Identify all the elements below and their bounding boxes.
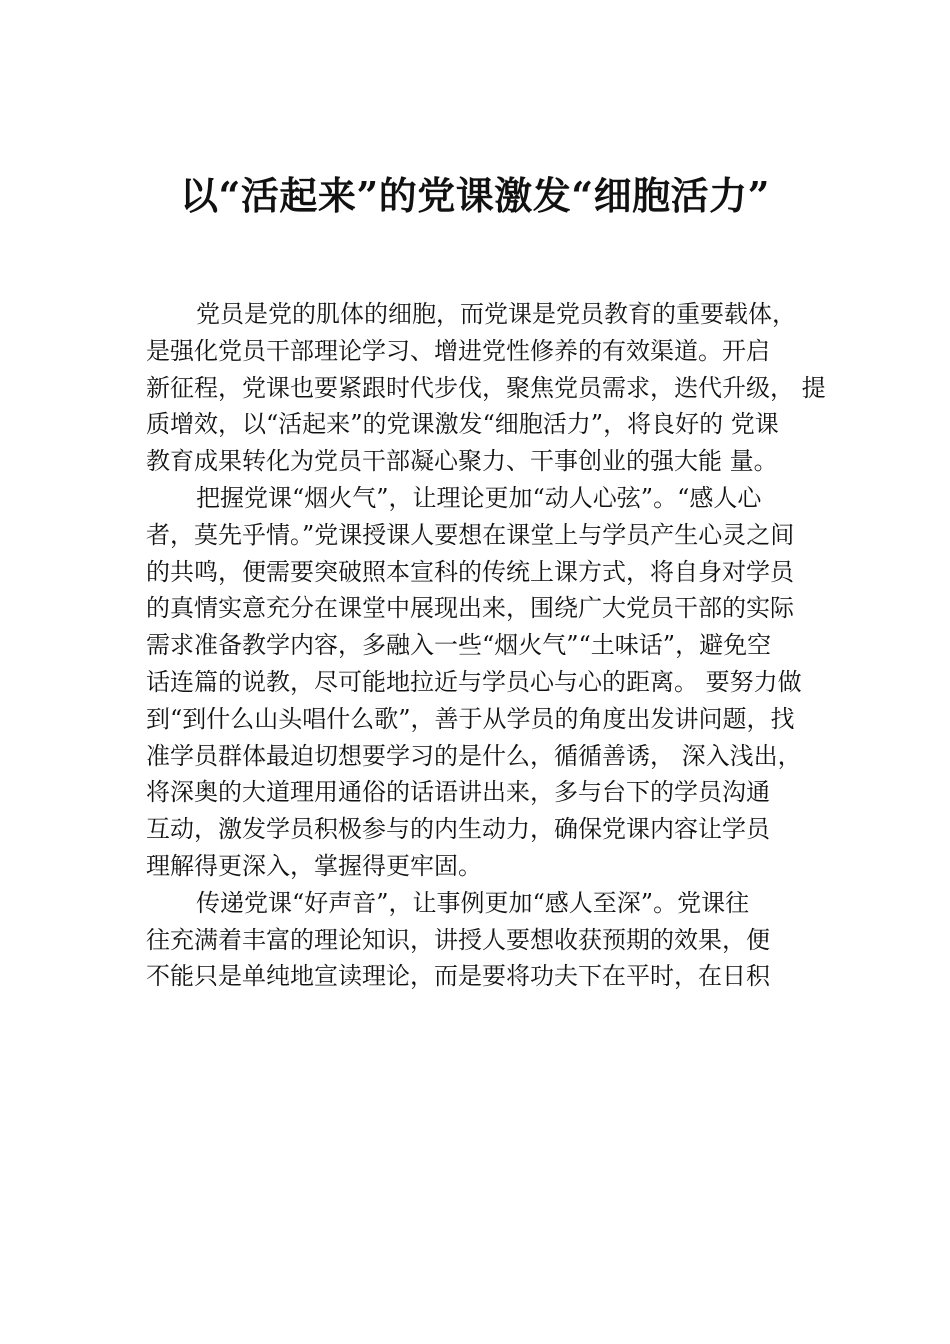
text-line: 到“到什么山头唱什么歌”，善于从学员的角度出发讲问题，找 <box>146 704 795 733</box>
text-line: 质增效，以“活起来”的党课激发“细胞活力”，将良好的 党课 <box>146 410 779 439</box>
text-line: 新征程，党课也要紧跟时代步伐，聚焦党员需求，迭代升级， 提 <box>146 373 826 402</box>
text-line: 者，莫先乎情。”党课授课人要想在课堂上与学员产生心灵之间 <box>146 520 795 549</box>
text-line: 的真情实意充分在课堂中展现出来，围绕广大党员干部的实际 <box>146 594 794 623</box>
text-line: 传递党课“好声音”，让事例更加“感人至深”。党课往 <box>196 888 750 917</box>
text-line: 将深奥的大道理用通俗的话语讲出来，多与台下的学员沟通 <box>146 778 770 807</box>
text-line: 的共鸣，便需要突破照本宣科的传统上课方式，将自身对学员 <box>146 557 794 586</box>
text-line: 不能只是单纯地宣读理论，而是要将功夫下在平时，在日积 <box>146 962 770 991</box>
text-line: 准学员群体最迫切想要学习的是什么，循循善诱， 深入浅出， <box>146 741 802 770</box>
paragraph-2 <box>146 480 836 885</box>
text-line: 往充满着丰富的理论知识，讲授人要想收获预期的效果，便 <box>146 925 770 954</box>
text-line: 把握党课“烟火气”，让理论更加“动人心弦”。“感人心 <box>196 483 762 512</box>
paragraph-1 <box>146 296 836 480</box>
text-line: 需求准备教学内容，多融入一些“烟火气”“土味话”，避免空 <box>146 631 772 660</box>
text-line: 是强化党员干部理论学习、增进党性修养的有效渠道。开启 <box>146 336 770 365</box>
text-line: 教育成果转化为党员干部凝心聚力、干事创业的强大能 量。 <box>146 447 778 476</box>
text-line: 话连篇的说教，尽可能地拉近与学员心与心的距离。 要努力做 <box>146 667 802 696</box>
text-line: 党员是党的肌体的细胞，而党课是党员教育的重要载体， <box>196 300 796 328</box>
paragraph-3 <box>146 885 836 995</box>
text-line: 互动，激发学员积极参与的内生动力，确保党课内容让学员 <box>146 815 770 844</box>
document-title: 以“活起来”的党课激发“细胞活力” <box>180 173 770 218</box>
text-line: 理解得更深入，掌握得更牢固。 <box>146 851 482 880</box>
document-body <box>146 296 836 995</box>
